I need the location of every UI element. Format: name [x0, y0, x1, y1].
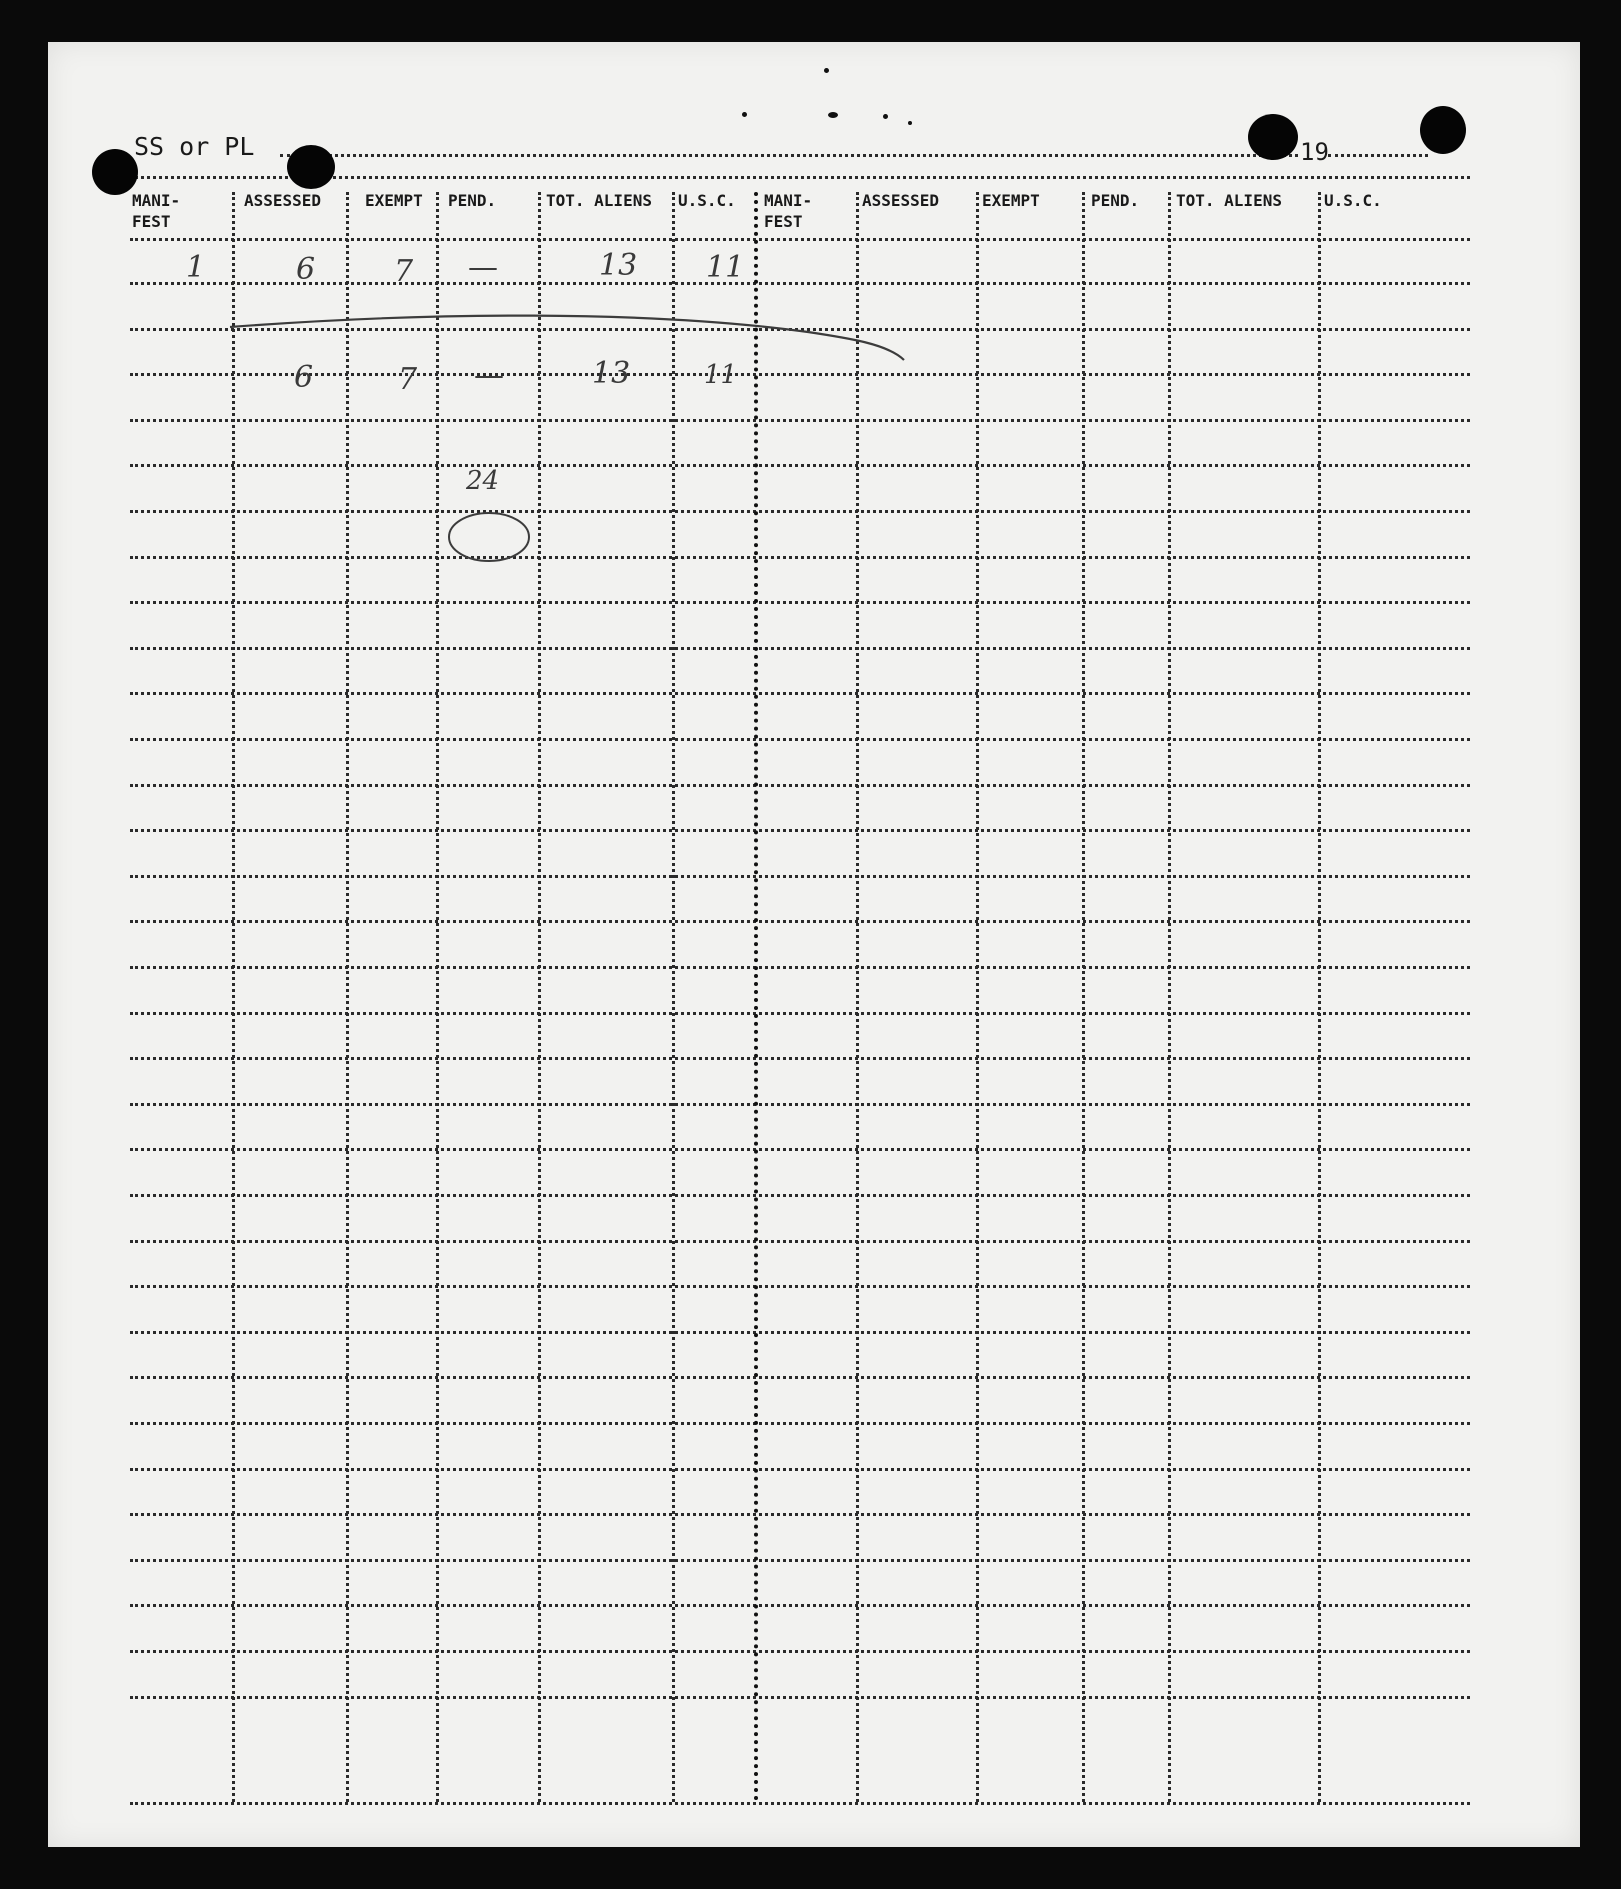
hw-usc-count: 11: [706, 250, 745, 285]
bottom-rule: [130, 1802, 1470, 1805]
scan-speck: [883, 114, 888, 119]
row-rule: [130, 1057, 1470, 1060]
header-assessed-right: ASSESSED: [862, 191, 940, 210]
hw-total-assessed: 6: [294, 360, 314, 395]
row-rule: [130, 1650, 1470, 1653]
hw-annotation-strokes: [48, 42, 1580, 642]
row-rule: [130, 1194, 1470, 1197]
row-rule: [130, 738, 1470, 741]
row-rule: [130, 647, 1470, 650]
header-manifest-left: MANI- FEST: [132, 191, 181, 231]
row-rule: [130, 1604, 1470, 1607]
row-rule: [130, 1696, 1470, 1699]
hw-total-tot-aliens: 13: [592, 356, 631, 391]
header-assessed-left: ASSESSED: [244, 191, 322, 210]
punch-hole-center-right: [1248, 114, 1298, 160]
hw-grand-total: 24: [466, 466, 500, 496]
row-rule: [130, 692, 1470, 695]
header-tot-aliens-right: TOT. ALIENS: [1176, 191, 1282, 210]
row-rule: [130, 1376, 1470, 1379]
row-rule: [130, 1285, 1470, 1288]
row-rule: [130, 920, 1470, 923]
scan-speck: [824, 68, 829, 73]
hw-total-usc: 11: [704, 360, 738, 390]
scan-speck: [828, 112, 838, 118]
row-rule: [130, 1148, 1470, 1151]
header-tot-aliens-left: TOT. ALIENS: [546, 191, 652, 210]
hw-total-underline: [230, 316, 904, 360]
row-rule: [130, 829, 1470, 832]
row-rule: [130, 966, 1470, 969]
header-exempt-right: EXEMPT: [982, 191, 1040, 210]
punch-hole-left: [92, 149, 138, 195]
row-rule: [130, 1513, 1470, 1516]
row-rule: [130, 1331, 1470, 1334]
manifest-tally-sheet: [48, 42, 1580, 1847]
row-rule: [130, 1468, 1470, 1471]
header-manifest-right: MANI- FEST: [764, 191, 813, 231]
row-rule: [130, 875, 1470, 878]
hw-total-circle: [449, 513, 529, 561]
header-usc-left: U.S.C.: [678, 191, 736, 210]
hw-total-pend-dash: —: [474, 358, 504, 393]
header-exempt-left: EXEMPT: [365, 191, 423, 210]
hw-assessed-count: 6: [296, 252, 316, 287]
hw-tot-aliens-count: 13: [599, 248, 638, 283]
year-label: 19: [1300, 138, 1329, 166]
ship-or-port-label: SS or PL: [134, 132, 255, 161]
header-pend-right: PEND.: [1091, 191, 1140, 210]
row-rule: [130, 1012, 1470, 1015]
row-rule: [130, 1240, 1470, 1243]
punch-hole-center-left: [287, 145, 335, 189]
punch-hole-right: [1420, 106, 1466, 154]
hw-exempt-count: 7: [394, 254, 414, 289]
hw-pend-dash: —: [468, 250, 498, 285]
hw-manifest-number: 1: [186, 250, 206, 285]
row-rule: [130, 1103, 1470, 1106]
header-pend-left: PEND.: [448, 191, 497, 210]
hw-total-exempt: 7: [398, 362, 418, 397]
scan-speck: [742, 112, 747, 117]
scan-speck: [908, 121, 912, 125]
row-rule: [130, 1559, 1470, 1562]
row-rule: [130, 784, 1470, 787]
header-usc-right: U.S.C.: [1324, 191, 1382, 210]
row-rule: [130, 1422, 1470, 1425]
